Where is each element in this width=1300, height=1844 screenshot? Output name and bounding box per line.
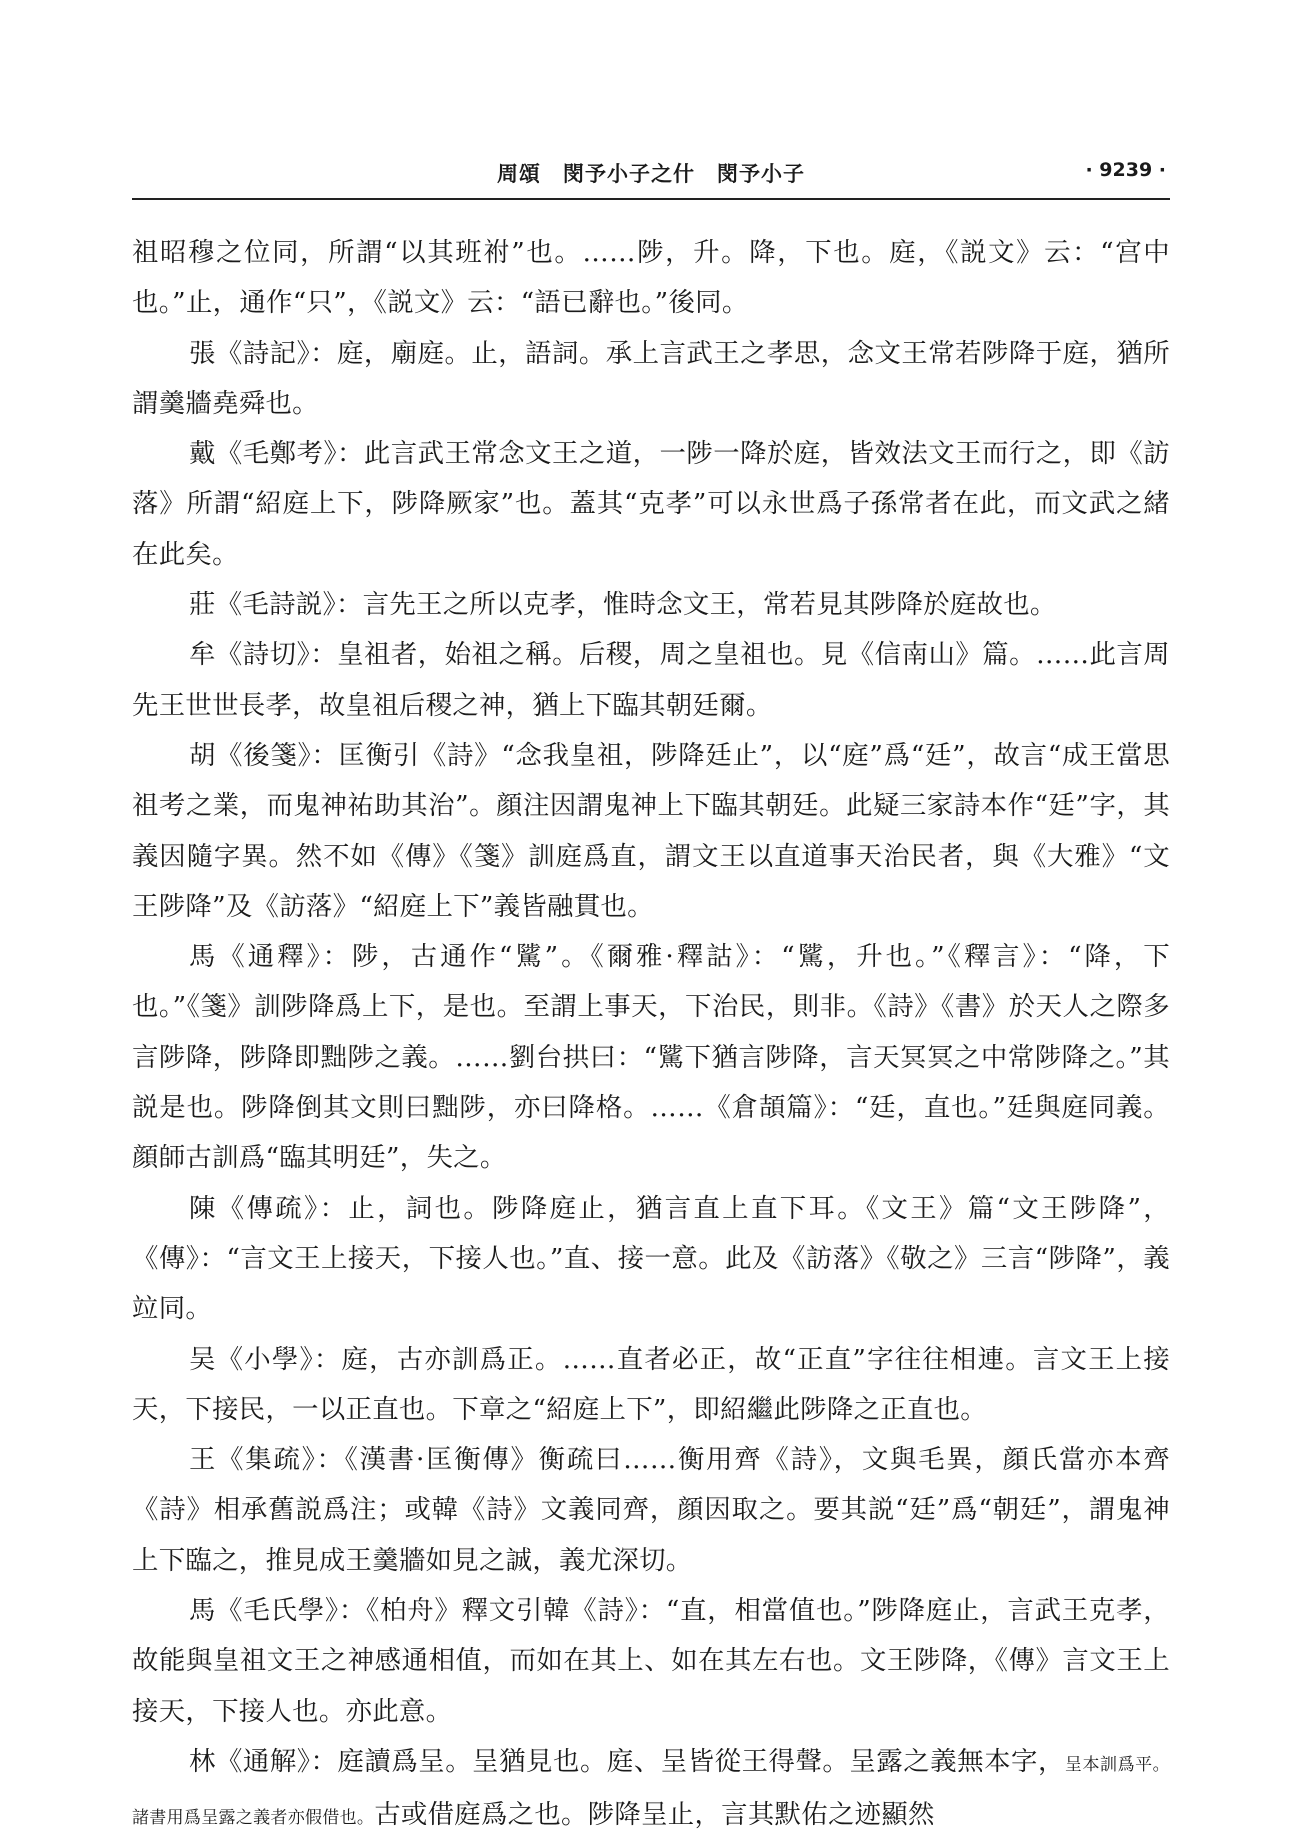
- paragraph-zhang-shiji: 張《詩記》：庭，廟庭。止，語詞。承上言武王之孝思，念文王常若陟降于庭，猶所謂羹牆堯舜也。: [132, 337, 1170, 419]
- paragraph-text: 林《通解》：庭讀爲呈。呈猶見也。庭、呈皆從王得聲。呈露之義無本字，: [189, 1745, 1065, 1777]
- paragraph-ma-tongshi: 馬《通釋》：陟，古通作“騭”。《爾雅·釋詁》：“騭，升也。”《釋言》：“降，下也。”《箋》訓陟降爲上下，是也。至謂上事天，下治民，則非。《詩》《書》於天人之際多言陟降，陟降即黜陟之義。……劉台拱曰：“騭下猶言陟降，言天冥冥之中常陟降之。”其説是也。陟降倒其文則曰黜陟，亦曰降格。……《倉頡篇》：“廷，直也。”廷與庭同義。顔師古訓爲“臨其明廷”，失之。: [132, 941, 1170, 1174]
- paragraph-text-tail: 古或借庭爲之也。陟降呈止，言其默佑之迹顯然: [374, 1799, 935, 1831]
- paragraph-dai-maozhengkao: 戴《毛鄭考》：此言武王常念文王之道，一陟一降於庭，皆效法文王而行之，即《訪落》所謂“紹庭上下，陟降厥家”也。蓋其“克孝”可以永世爲子孫常者在此，而文武之緒在此矣。: [132, 438, 1170, 570]
- header-rule: [132, 198, 1170, 200]
- paragraph-mou-shiqie: 牟《詩切》：皇祖者，始祖之稱。后稷，周之皇祖也。見《信南山》篇。……此言周先王世世長孝，故皇祖后稷之神，猶上下臨其朝廷爾。: [132, 639, 1170, 721]
- paragraph-lin-tongjie: [132, 1737, 1170, 1844]
- main-text: [132, 228, 1170, 1844]
- paragraph-hu-houjian: 胡《後箋》：匡衡引《詩》“念我皇祖，陟降廷止”，以“庭”爲“廷”，故言“成王當思祖考之業，而鬼神祐助其治”。顔注因謂鬼神上下臨其朝廷。此疑三家詩本作“廷”字，其義因隨字異。然不如《傳》《箋》訓庭爲直，謂文王以直道事天治民者，與《大雅》“文王陟降”及《訪落》“紹庭上下”義皆融貫也。: [132, 739, 1170, 922]
- paragraph-zhuang-maoshishuo: 莊《毛詩説》：言先王之所以克孝，惟時念文王，常若見其陟降於庭故也。: [189, 589, 1057, 621]
- paragraph-ma-maoshixue: 馬《毛氏學》：《柏舟》釋文引韓《詩》：“直，相當值也。”陟降庭止，言武王克孝，故能與皇祖文王之神感通相值，而如在其上、如在其左右也。文王陟降，《傳》言文王上接天，下接人也。亦此意。: [132, 1595, 1170, 1727]
- page-number: · 9239 ·: [1085, 159, 1166, 181]
- paragraph-chen-chuanshu: 陳《傳疏》：止，詞也。陟降庭止，猶言直上直下耳。《文王》篇“文王陟降”，《傳》：“言文王上接天，下接人也。”直、接一意。此及《訪落》《敬之》三言“陟降”，義竝同。: [132, 1192, 1170, 1325]
- paragraph-wang-jishu: 王《集疏》：《漢書·匡衡傳》衡疏曰……衡用齊《詩》，文與毛異，顔氏當亦本齊《詩》相承舊説爲注；或韓《詩》文義同齊，顔因取之。要其説“廷”爲“朝廷”，謂鬼神上下臨之，推見成王羹牆如見之誠，義尤深切。: [132, 1444, 1170, 1576]
- running-header: [132, 158, 1170, 192]
- running-header-title: 周頌 閔予小子之什 閔予小子: [497, 162, 805, 186]
- paragraph-wu-xiaoxue: 吴《小學》：庭，古亦訓爲正。……直者必正，故“正直”字往往相連。言文王上接天，下接民，一以正直也。下章之“紹庭上下”，即紹繼此陟降之正直也。: [132, 1343, 1170, 1425]
- paragraph-continuation: 祖昭穆之位同，所謂“以其班祔”也。……陟，升。降，下也。庭，《説文》云：“宫中也。”止，通作“只”，《説文》云：“語已辭也。”後同。: [132, 237, 1170, 319]
- interlinear-note: 呈本訓爲平。諸書用爲呈露之義者亦假借也。: [132, 1754, 1170, 1829]
